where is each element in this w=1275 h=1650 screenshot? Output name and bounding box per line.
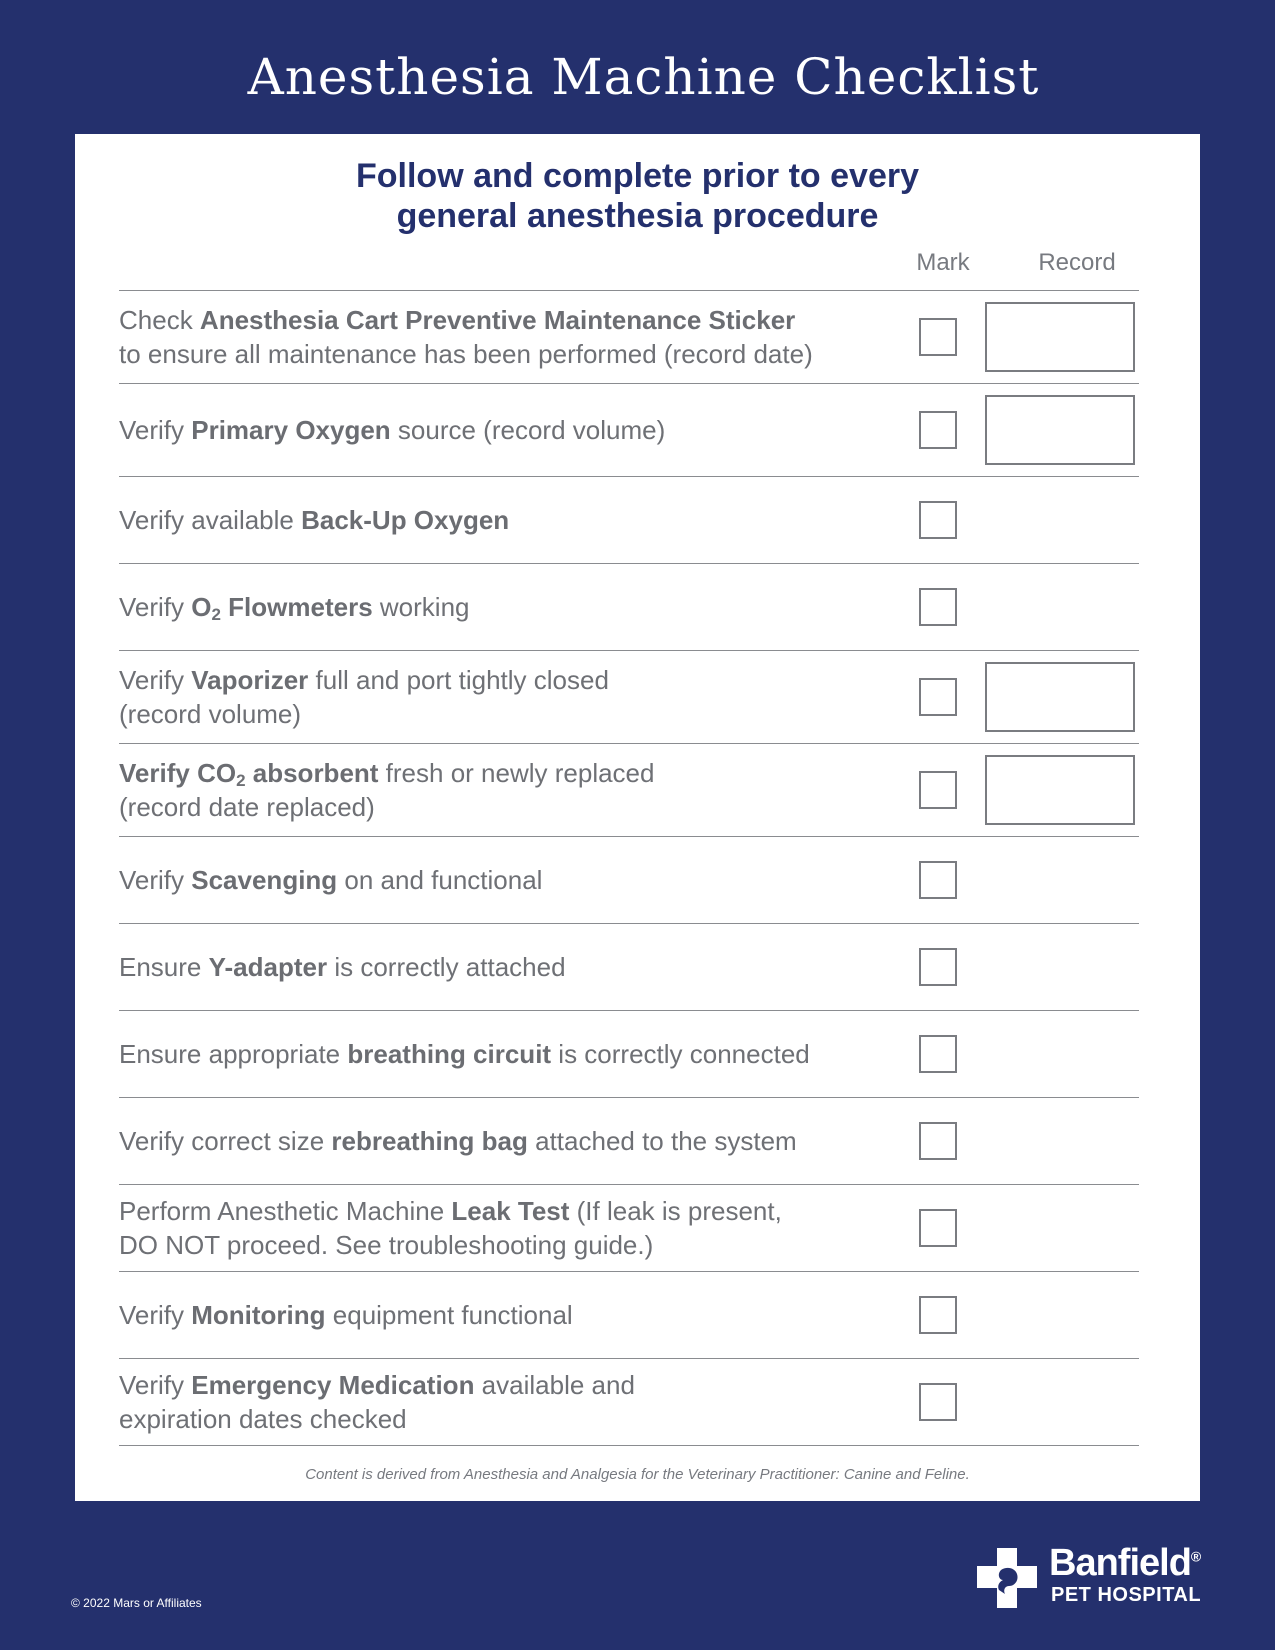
- item-text-part: to ensure all maintenance has been performed (record date): [119, 339, 813, 369]
- checklist-item-text: [119, 663, 889, 731]
- checklist-item-text: [119, 1037, 889, 1071]
- checklist-row: [119, 291, 1139, 384]
- checklist-item-text: [119, 590, 889, 624]
- item-emphasis: Leak Test: [451, 1196, 570, 1226]
- checklist-row: [119, 1098, 1139, 1185]
- mark-checkbox[interactable]: [919, 588, 957, 626]
- checklist-item-text: [119, 950, 889, 984]
- mark-checkbox[interactable]: [919, 1209, 957, 1247]
- item-text-part: on and functional: [337, 865, 543, 895]
- mark-checkbox[interactable]: [919, 411, 957, 449]
- checklist-card: [75, 134, 1200, 1501]
- item-text-part: Verify available: [119, 505, 302, 535]
- item-emphasis: Verify: [119, 758, 198, 788]
- checklist-row: [119, 924, 1139, 1011]
- checklist-row: [119, 564, 1139, 651]
- record-field[interactable]: [985, 662, 1135, 732]
- item-subscript: 2: [236, 771, 246, 790]
- item-text-part: Verify: [119, 1300, 192, 1330]
- item-emphasis: CO: [197, 758, 237, 788]
- item-text-part: available and: [474, 1370, 635, 1400]
- item-text-part: Perform Anesthetic Machine: [119, 1196, 452, 1226]
- logo-name: [1049, 1542, 1200, 1585]
- item-emphasis: Vaporizer: [191, 665, 309, 695]
- checklist-item-text: [119, 503, 889, 537]
- item-text-part: (record volume): [119, 699, 302, 729]
- item-text-part: is correctly connected: [551, 1039, 810, 1069]
- checklist-item-text: [119, 1194, 889, 1262]
- mark-checkbox[interactable]: [919, 948, 957, 986]
- item-text-part: full and port tightly closed: [308, 665, 609, 695]
- record-field[interactable]: [985, 755, 1135, 825]
- logo-subtitle: PET HOSPITAL: [1051, 1584, 1202, 1606]
- checklist-item-text: [119, 756, 889, 824]
- item-text-part: fresh or newly replaced: [378, 758, 655, 788]
- item-emphasis: Monitoring: [191, 1300, 326, 1330]
- mark-checkbox[interactable]: [919, 771, 957, 809]
- mark-column-header: Mark: [916, 249, 970, 276]
- item-emphasis: Scavenging: [191, 865, 338, 895]
- footnote: Content is derived from Anesthesia and Analgesia for the Veterinary Practitioner: Canine and Feline.: [305, 1466, 970, 1483]
- item-text-part: (record date replaced): [119, 792, 375, 822]
- item-text-part: Verify correct size: [119, 1126, 332, 1156]
- item-text-part: Verify: [119, 592, 192, 622]
- item-emphasis: Anesthesia Cart Preventive Maintenance Sticker: [199, 305, 796, 335]
- item-text-part: is correctly attached: [327, 952, 566, 982]
- item-text-part: Verify: [119, 665, 192, 695]
- checklist-item-text: [119, 1298, 889, 1332]
- banfield-logo: [975, 1542, 1205, 1610]
- subtitle-line-1: Follow and complete prior to every: [356, 157, 919, 195]
- item-text-part: Check: [119, 305, 200, 335]
- checklist-item-text: [119, 1368, 889, 1436]
- record-field[interactable]: [985, 395, 1135, 465]
- item-emphasis: breathing circuit: [347, 1039, 552, 1069]
- item-text-part: working: [372, 592, 470, 622]
- checklist-item-text: [119, 863, 889, 897]
- item-text-part: equipment functional: [325, 1300, 573, 1330]
- checklist-item-text: [119, 1124, 889, 1158]
- item-text-part: Ensure: [119, 952, 209, 982]
- checklist-row: [119, 837, 1139, 924]
- item-emphasis: absorbent: [245, 758, 379, 788]
- item-text-part: Verify: [119, 865, 192, 895]
- item-emphasis: Back-Up Oxygen: [301, 505, 510, 535]
- checklist-row: [119, 384, 1139, 477]
- subtitle: [75, 156, 1200, 236]
- mark-checkbox[interactable]: [919, 678, 957, 716]
- checklist-row: [119, 1185, 1139, 1272]
- mark-checkbox[interactable]: [919, 1383, 957, 1421]
- checklist-row: [119, 1272, 1139, 1359]
- mark-checkbox[interactable]: [919, 501, 957, 539]
- logo-registered: ®: [1190, 1548, 1201, 1565]
- mark-checkbox[interactable]: [919, 861, 957, 899]
- item-text-part: expiration dates checked: [119, 1404, 407, 1434]
- checklist-row: [119, 1359, 1139, 1446]
- subtitle-line-2: general anesthesia procedure: [396, 197, 879, 235]
- mark-checkbox[interactable]: [919, 1122, 957, 1160]
- checklist-item-text: [119, 413, 889, 447]
- item-emphasis: Y-adapter: [208, 952, 328, 982]
- checklist-rows: [119, 290, 1139, 1446]
- record-field[interactable]: [985, 302, 1135, 372]
- item-text-part: (If leak is present,: [569, 1196, 782, 1226]
- item-text-part: attached to the system: [527, 1126, 797, 1156]
- item-emphasis: Flowmeters: [220, 592, 373, 622]
- page-title: Anesthesia Machine Checklist: [247, 48, 1040, 106]
- item-subscript: 2: [211, 605, 221, 624]
- checklist-row: [119, 1011, 1139, 1098]
- mark-checkbox[interactable]: [919, 1296, 957, 1334]
- item-text-part: Verify: [119, 1370, 192, 1400]
- item-text-part: Verify: [119, 415, 192, 445]
- mark-checkbox[interactable]: [919, 1035, 957, 1073]
- item-emphasis: Primary Oxygen: [191, 415, 391, 445]
- item-text-part: source (record volume): [390, 415, 666, 445]
- banfield-cross-icon: [975, 1546, 1041, 1610]
- checklist-row: [119, 651, 1139, 744]
- item-emphasis: Emergency Medication: [191, 1370, 475, 1400]
- copyright: © 2022 Mars or Affiliates: [71, 1596, 202, 1610]
- item-text-part: Ensure appropriate: [119, 1039, 348, 1069]
- logo-name-text: Banfield: [1049, 1542, 1191, 1584]
- checklist-item-text: [119, 303, 889, 371]
- item-text-part: DO NOT proceed. See troubleshooting guide.): [119, 1230, 654, 1260]
- checklist-row: [119, 744, 1139, 837]
- mark-checkbox[interactable]: [919, 318, 957, 356]
- item-emphasis: rebreathing bag: [331, 1126, 528, 1156]
- checklist-row: [119, 477, 1139, 564]
- record-column-header: Record: [1038, 249, 1116, 276]
- item-emphasis: O: [191, 592, 212, 622]
